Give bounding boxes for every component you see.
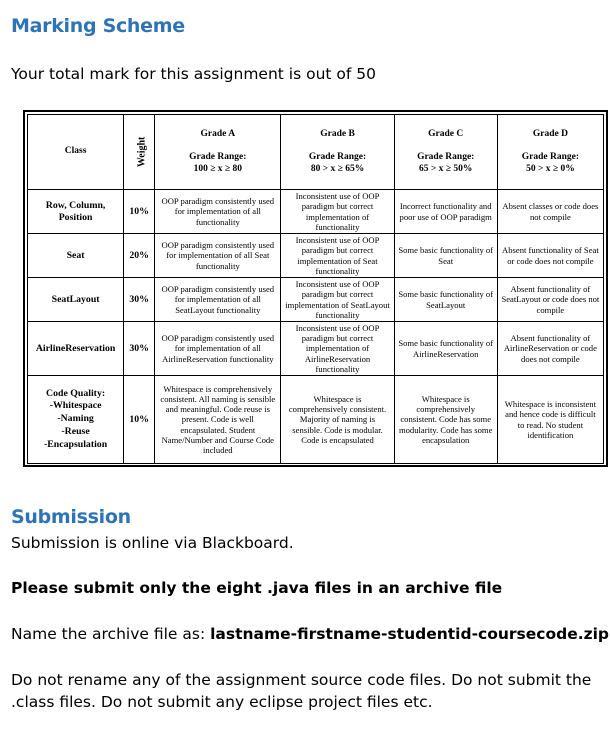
row-grade-b: Inconsistent use of OOP paradigm but correct implementation of functionality (281, 190, 394, 234)
grade-d-name: Grade D (532, 129, 568, 140)
marking-scheme-heading: Marking Scheme (11, 15, 185, 37)
header-weight (124, 115, 155, 190)
row-grade-d: Absent functionality of AirlineReservation or code does not compile (497, 322, 603, 376)
table-row (28, 190, 604, 234)
code-quality-line: -Whitespace (49, 400, 102, 412)
grade-a-range-label: Grade Range: (189, 152, 247, 163)
marking-scheme-table (23, 110, 608, 467)
archive-name-instruction (11, 625, 609, 643)
grade-c-range-label: Grade Range: (417, 152, 475, 163)
row-grade-a: OOP paradigm consistently used for implementation of all AirlineReservation functionality (155, 322, 281, 376)
grade-b-name: Grade B (320, 129, 355, 140)
code-quality-line: Code Quality: (46, 387, 106, 399)
row-grade-b: Inconsistent use of OOP paradigm but correct implementation of Seat functionality (281, 234, 394, 278)
row-grade-a: OOP paradigm consistently used for implementation of all Seat functionality (155, 234, 281, 278)
row-grade-b: Whitespace is comprehensively consistent. Majority of naming is sensible. Code is modular. Code is encapsulated (281, 376, 394, 464)
row-grade-c: Incorrect functionality and poor use of OOP paradigm (394, 190, 497, 234)
grade-d-range: 50 > x ≥ 0% (526, 163, 575, 174)
row-weight: 20% (124, 234, 155, 278)
row-class (28, 376, 124, 464)
submit-instruction: Please submit only the eight .java files in an archive file (11, 579, 503, 597)
table-row (28, 278, 604, 322)
row-weight: 30% (124, 278, 155, 322)
grade-b-range-label: Grade Range: (308, 152, 367, 163)
row-grade-c: Some basic functionality of AirlineReservation (394, 322, 497, 376)
table-row (28, 322, 604, 376)
archive-prefix: Name the archive file as: (11, 625, 211, 643)
grade-d-range-label: Grade Range: (521, 152, 580, 163)
grade-a-name: Grade A (200, 129, 236, 140)
row-weight: 10% (124, 376, 155, 464)
submission-online-text: Submission is online via Blackboard. (11, 534, 294, 552)
archive-file-name: lastname-firstname-studentid-coursecode.zip (210, 625, 610, 643)
row-grade-c: Some basic functionality of Seat (394, 234, 497, 278)
row-grade-d: Whitespace is inconsistent and hence code is difficult to read. No student identification (497, 376, 603, 464)
header-class: Class (28, 115, 124, 190)
row-grade-d: Absent functionality of Seat or code does not compile (497, 234, 603, 278)
rename-warning-line2: .class files. Do not submit any eclipse project files etc. (11, 693, 433, 711)
row-grade-a: OOP paradigm consistently used for implementation of all SeatLayout functionality (155, 278, 281, 322)
code-quality-line: -Encapsulation (44, 438, 108, 450)
row-grade-c: Whitespace is comprehensively consistent. Code has some modularity. Code has some encapsulation (394, 376, 497, 464)
weight-label: Weight (136, 136, 148, 168)
table-header-row (28, 115, 604, 190)
row-weight: 10% (124, 190, 155, 234)
submission-heading: Submission (11, 506, 131, 528)
row-weight: 30% (124, 322, 155, 376)
row-grade-a: OOP paradigm consistently used for implementation of all functionality (155, 190, 281, 234)
row-grade-b: Inconsistent use of OOP paradigm but correct implementation of SeatLayout functionality (281, 278, 394, 322)
grade-b-range: 80 > x ≥ 65% (310, 163, 365, 174)
row-class: Row, Column, Position (28, 190, 124, 234)
header-grade-a (155, 115, 281, 190)
row-grade-b: Inconsistent use of OOP paradigm but correct implementation of AirlineReservation functionality (281, 322, 394, 376)
row-grade-c: Some basic functionality of SeatLayout (394, 278, 497, 322)
grade-c-range: 65 > x ≥ 50% (419, 163, 473, 174)
row-grade-a: Whitespace is comprehensively consistent. All naming is sensible and meaningful. Code reuse is present. Code is well encapsulated. Student Name/Number and Course Code included (155, 376, 281, 464)
grade-c-name: Grade C (428, 129, 464, 140)
rename-warning-line1: Do not rename any of the assignment source code files. Do not submit the (11, 671, 592, 689)
grade-a-range: 100 ≥ x ≥ 80 (193, 163, 243, 174)
header-grade-c (394, 115, 497, 190)
total-mark-text: Your total mark for this assignment is out of 50 (11, 65, 376, 83)
table-row (28, 234, 604, 278)
row-class: AirlineReservation (28, 322, 124, 376)
table-row (28, 376, 604, 464)
row-class: SeatLayout (28, 278, 124, 322)
row-grade-d: Absent classes or code does not compile (497, 190, 603, 234)
header-grade-b (281, 115, 394, 190)
header-grade-d (497, 115, 603, 190)
code-quality-line: -Naming (57, 413, 94, 425)
row-class: Seat (28, 234, 124, 278)
row-grade-d: Absent functionality of SeatLayout or code does not compile (497, 278, 603, 322)
code-quality-line: -Reuse (61, 425, 90, 437)
